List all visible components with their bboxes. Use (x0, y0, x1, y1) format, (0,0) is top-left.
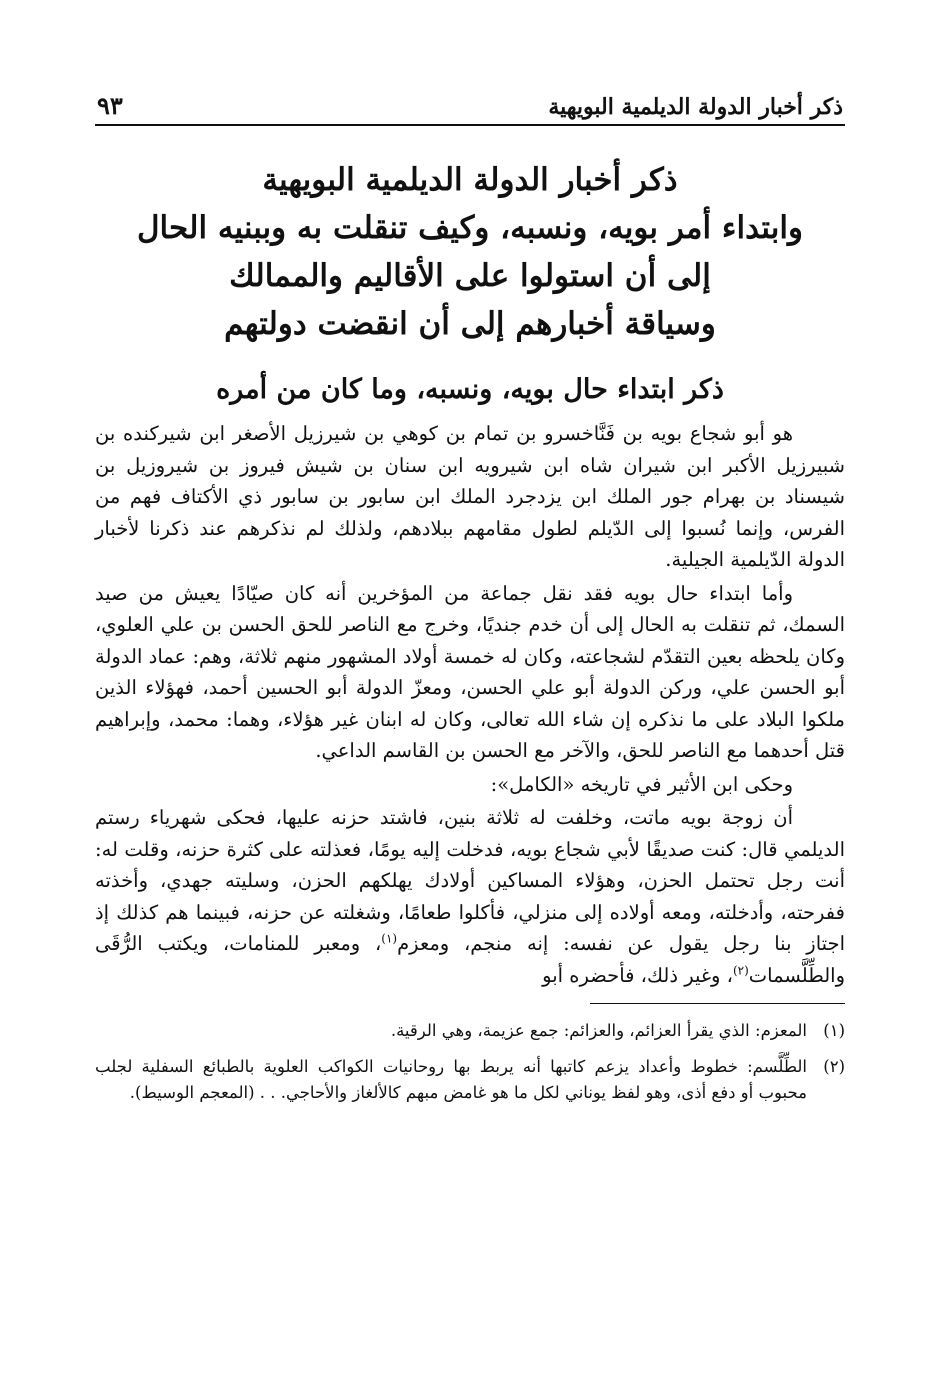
running-header (95, 82, 845, 126)
footnote-1 (95, 1018, 845, 1044)
paragraph-text-part-1: أن زوجة بويه ماتت، وخلفت له ثلاثة بنين، فاشتد حزنه عليها، فحكى شهرياء رستم الديلمي قال: كنت صديقًا لأبي شجاع بويه، فدخلت إليه يومًا، فعذلته على كثرة حزنه، وقلت له: أنت رجل تحتمل الحزن، وهؤلاء المساكين أولادك يهلكهم الحزن، وسليته جهدي، وأخذته ففرحته، وأدخلته، ومعه أولاده إلى منزلي، فأكلوا طعامًا، وشغلته عن حزنه، فبينما هم كذلك إذ اجتاز بنا رجل يقول عن نفسه: إنه منجم، ومعزم (95, 806, 846, 955)
paragraph-ibn-athir-intro: وحكى ابن الأثير في تاريخه «الكامل»: (490, 772, 793, 796)
chapter-title-line-3: إلى أن استولوا على الأقاليم والممالك (229, 258, 711, 294)
footnote-text-1: المعزم: الذي يقرأ العزائم، والعزائم: جمع عزيمة، وهي الرقية. (390, 1021, 807, 1040)
footnote-marker-2: (٢) (823, 1057, 845, 1076)
footnote-marker-1: (١) (823, 1021, 845, 1040)
paragraph-text-part-3: ، وغير ذلك، فأحضره أبو (542, 963, 733, 987)
body-text (95, 418, 845, 991)
book-page (95, 82, 845, 1362)
paragraph-origins: وأما ابتداء حال بويه فقد نقل جماعة من المؤخرين أنه كان صيّادًا يعيش من صيد السمك، ثم تنقلت به الحال إلى أن خدم جنديًا، وخرج مع الناصر للحق الحسن بن علي العلوي، وكان يلحظه بعين التقدّم لشجاعته، وكان له خمسة أولاد المشهور منهم ثلاثة، وهم: عماد الدولة أبو الحسن علي، وركن الدولة أبو علي الحسن، ومعزّ الدولة أبو الحسين أحمد، فهؤلاء الذين ملكوا البلاد على ما نذكره إن شاء الله تعالى، وكان له ابنان غير هؤلاء، وهما: محمد، وإبراهيم قتل أحدهما مع الناصر للحق، والآخر مع الحسن بن القاسم الداعي. (95, 581, 845, 762)
paragraph-lineage: هو أبو شجاع بويه بن فَنَّاخسرو بن تمام بن كوهي بن شيرزيل الأصغر ابن شيركنده بن شبيرزيل الأكبر ابن شيران شاه ابن شيرويه ابن سنان بن شيش فيروز بن شيروزيل بن شيسناد بن بهرام جور الملك ابن يزدجرد الملك ابن سابور بن سابور ذي الأكتاف فهم من الفرس، وإنما نُسبوا إلى الدّيلم لطول مقامهم ببلادهم، ولذلك لم نذكرهم عند ذكرنا لأخبار الدولة الدّيلمية الجيلية. (95, 422, 845, 571)
paragraph-ibn-athir-account (95, 802, 845, 991)
paragraph-text-part-2: ، ومعبر للمنامات، ويكتب الرُّقَى والطِّلَّسمات (95, 932, 845, 987)
chapter-title-line-4: وسياقة أخبارهم إلى أن انقضت دولتهم (224, 306, 716, 342)
footnote-2 (95, 1054, 845, 1106)
footnotes (95, 1018, 845, 1106)
running-header-title: ذكر أخبار الدولة الديلمية البويهية (548, 94, 843, 120)
chapter-title-line-1: ذكر أخبار الدولة الديلمية البويهية (262, 162, 678, 198)
chapter-title (95, 156, 845, 348)
footnote-separator (590, 1003, 845, 1004)
page-number: ٩٣ (97, 91, 123, 120)
section-heading: ذكر ابتداء حال بويه، ونسبه، وما كان من أمره (216, 374, 724, 405)
chapter-title-line-2: وابتداء أمر بويه، ونسبه، وكيف تنقلت به وببنيه الحال (137, 210, 803, 246)
footnote-ref-2[interactable]: (٢) (732, 963, 749, 977)
footnote-ref-1[interactable]: (١) (381, 931, 398, 946)
footnote-text-2: الطِّلَّسم: خطوط وأعداد يزعم كاتبها أنه يربط بها روحانيات الكواكب العلوية بالطبائع السفلية لجلب محبوب أو دفع أذى، وهو لفظ يوناني لكل ما هو غامض مبهم كالألغاز والأحاجي. . . (المعجم الوسيط). (95, 1057, 807, 1102)
